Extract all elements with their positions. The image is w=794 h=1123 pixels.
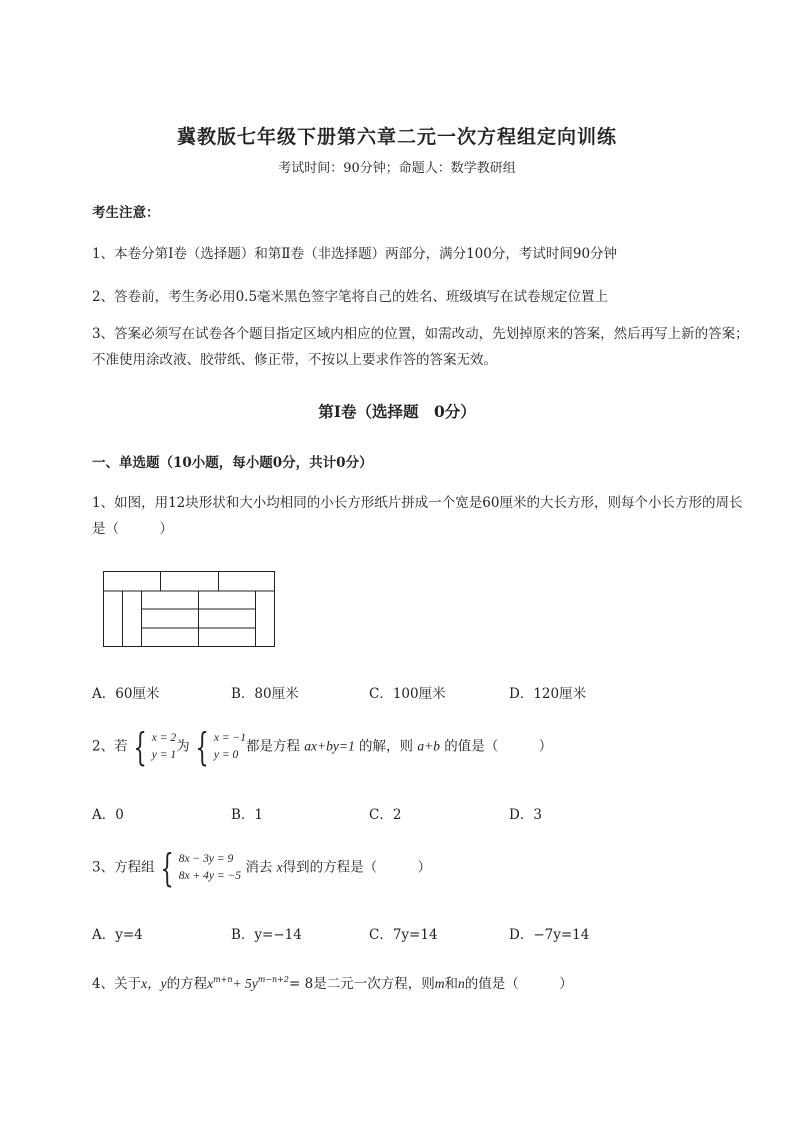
q2-equation: ax+by=1 xyxy=(304,738,355,754)
question-3-text xyxy=(92,846,432,890)
q2-sys2-row-2: y = 0 xyxy=(213,749,239,761)
q2-after2: 的解，则 xyxy=(359,738,414,755)
q3-option-a: A．y=4 xyxy=(92,927,143,943)
q4-and: 和 xyxy=(444,976,458,992)
q4-variables: x，y xyxy=(141,976,167,991)
q2-expression: a+b xyxy=(417,738,440,754)
q2-sys1-row-2: y = 1 xyxy=(151,749,177,761)
q2-system-1: { x = 2 y = 1 xyxy=(133,725,177,769)
q2-option-b: B．1 xyxy=(231,807,264,823)
exam-info: 考试时间：90分钟；命题人：数学教研组 xyxy=(278,161,516,176)
q2-suffix: 的值是（ ） xyxy=(444,738,553,755)
q4-eq-rhs: = 8 xyxy=(289,976,314,992)
question-2-text xyxy=(92,725,553,769)
page-title: 冀教版七年级下册第六章二元一次方程组定向训练 xyxy=(176,126,617,148)
q3-sys-row-2: 8x + 4y = −5 xyxy=(178,870,242,882)
q4-eq-x-exponent: m+n xyxy=(213,975,233,984)
q2-option-a: A．0 xyxy=(92,807,124,823)
notice-item-1: 1、本卷分第I卷（选择题）和第Ⅱ卷（非选择题）两部分，满分100分，考试时间90分钟 xyxy=(92,246,618,262)
q4-after: 是二元一次方程，则 xyxy=(313,976,435,992)
q3-option-b: B．y=−14 xyxy=(231,927,302,943)
q4-eq-y: + 5y xyxy=(232,976,258,991)
q1-option-b: B．80厘米 xyxy=(231,686,299,702)
section-title: 第I卷（选择题 0分） xyxy=(318,402,476,421)
q2-option-c: C．2 xyxy=(369,807,402,823)
q2-system-2: { x = −1 y = 0 xyxy=(195,725,246,769)
q4-eq-x: x xyxy=(207,976,214,991)
q2-after: 都是方程 xyxy=(245,738,300,755)
q4-m: m xyxy=(434,976,445,991)
q1-option-a: A．60厘米 xyxy=(92,686,160,702)
q2-sys2-row-1: x = −1 xyxy=(213,732,246,744)
q2-mid: 为 xyxy=(176,738,190,755)
q4-prefix: 4、关于 xyxy=(92,976,142,992)
notice-heading: 考生注意： xyxy=(92,205,160,221)
q2-prefix: 2、若 xyxy=(92,738,128,755)
q3-variable: x xyxy=(276,859,283,875)
rectangle-tiling-figure xyxy=(103,571,275,647)
q2-option-d: D．3 xyxy=(509,807,542,823)
q3-option-c: C．7y=14 xyxy=(369,927,438,943)
q4-mid: 的方程 xyxy=(166,976,208,992)
q4-eq-y-exponent: m−n+2 xyxy=(257,975,289,984)
question-4-text xyxy=(92,972,573,992)
q4-n: n xyxy=(457,976,465,991)
notice-item-2: 2、答卷前，考生务必用0.5毫米黑色签字笔将自己的姓名、班级填写在试卷规定位置上 xyxy=(92,289,609,305)
q4-suffix: 的值是（ ） xyxy=(464,976,573,992)
q2-sys1-row-1: x = 2 xyxy=(151,732,177,744)
part-heading: 一、单选题（10小题，每小题0分，共计0分） xyxy=(92,455,373,471)
q3-prefix: 3、方程组 xyxy=(92,859,155,876)
q1-option-c: C．100厘米 xyxy=(369,686,446,702)
notice-item-3: 3、答案必须写在试卷各个题目指定区域内相应的位置，如需改动，先划掉原来的答案，然后再写上新的答案；不准使用涂改液、胶带纸、修正带，不按以上要求作答的答案无效。 xyxy=(92,326,749,368)
q3-suffix: 得到的方程是（ ） xyxy=(282,859,432,876)
q3-system: { 8x − 3y = 9 8x + 4y = −5 xyxy=(160,846,242,890)
question-1-text: 1、如图，用12块形状和大小均相同的小长方形纸片拼成一个宽是60厘米的大长方形，则每个小长方形的周长是（ ） xyxy=(92,495,743,537)
q1-option-d: D．120厘米 xyxy=(509,686,587,702)
q3-sys-row-1: 8x − 3y = 9 xyxy=(178,853,234,865)
q3-option-d: D．−7y=14 xyxy=(509,927,590,943)
q3-mid: 消去 xyxy=(245,859,273,876)
